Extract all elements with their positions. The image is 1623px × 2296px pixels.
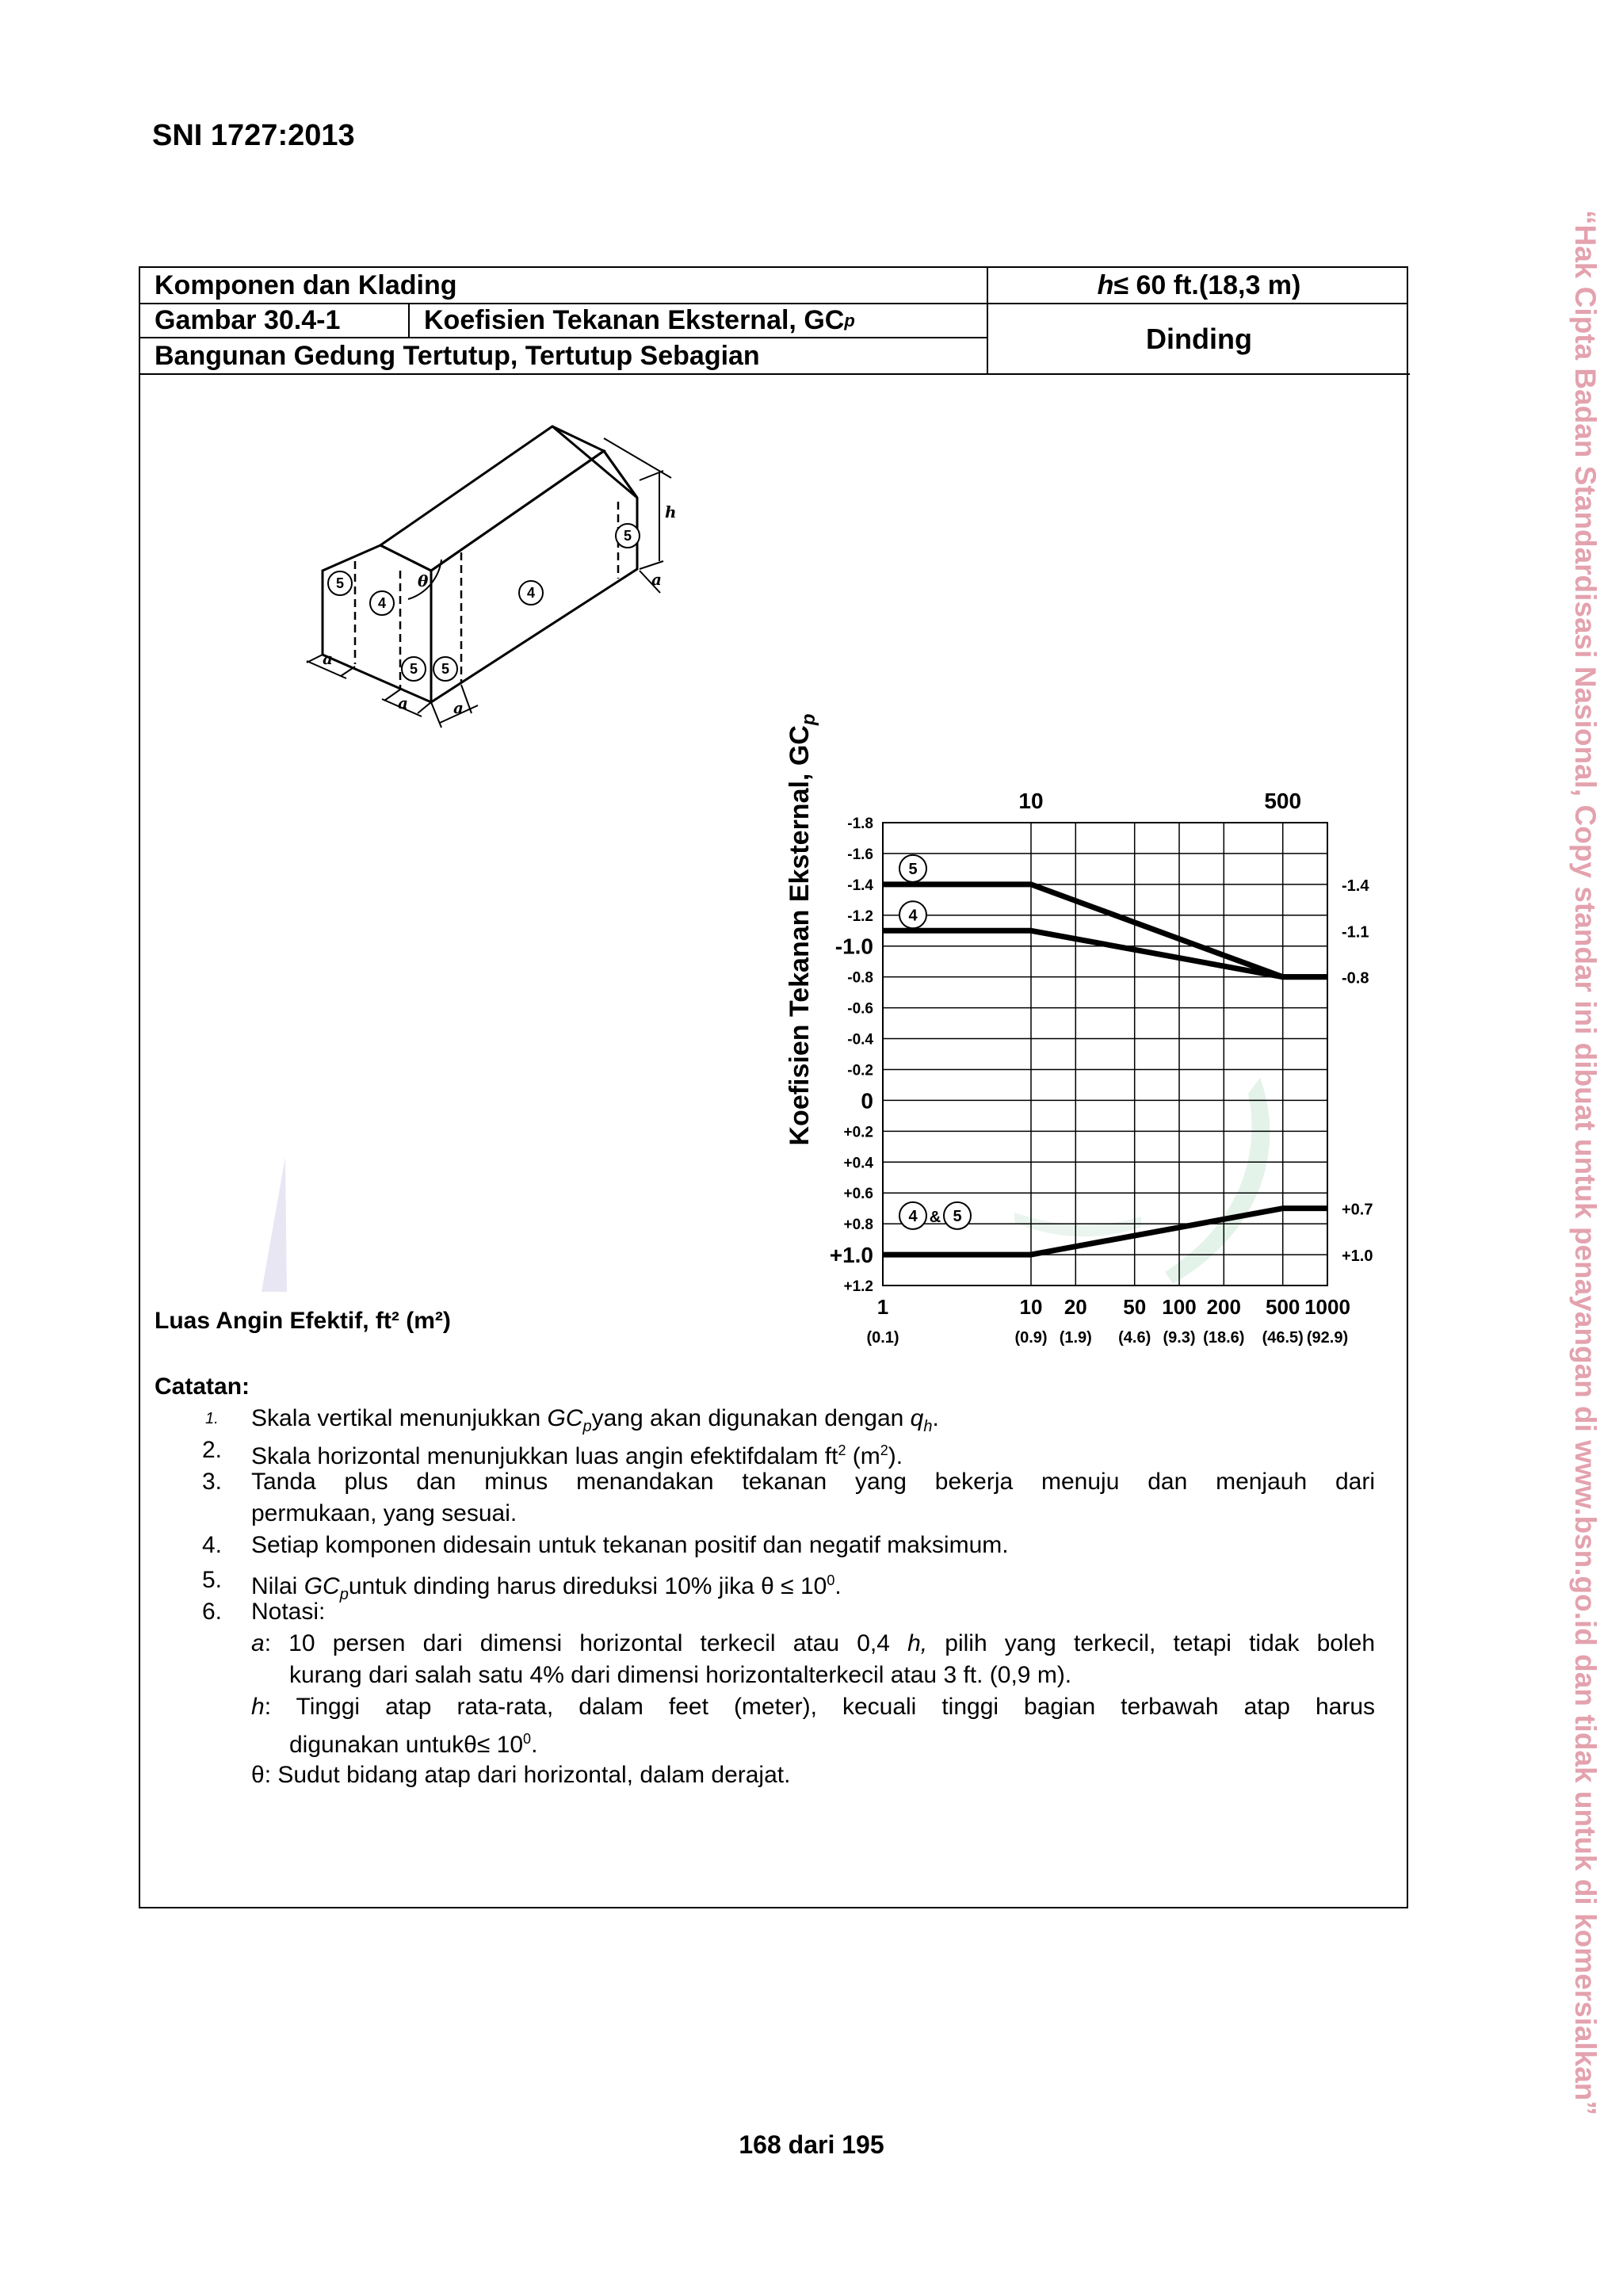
building-type: Bangunan Gedung Tertutup, Tertutup Sebagian [155,340,760,371]
note-4-number: 4. [202,1532,223,1558]
notation-h-key: h [251,1694,265,1720]
note-3-line-1: Tanda plus dan minus menandakan tekanan yang bekerja menuju dan menjauh dari [251,1469,1375,1495]
figure-title-sub: p [844,310,855,330]
notation-theta [251,1759,1377,1791]
chart-right-value-label: -1.4 [1342,877,1369,895]
chart-x-tick-sublabel: (9.3) [1163,1329,1196,1347]
xlabel-text: Luas Angin Efektif, ft² (m²) [155,1308,451,1334]
dim-a-corner-right: a [453,698,464,717]
chart-y-tick-label: -1.8 [847,816,873,832]
chart-x-tick-sublabel: (0.1) [866,1329,899,1347]
chart-top-tick-label: 10 [1018,789,1044,813]
note-5-gc: GC [304,1573,340,1599]
zone-cell [988,304,1410,375]
zone-4-label-long-wall: 4 [526,585,536,601]
zone-5-label-gable-left: 5 [335,575,345,591]
notation-h-line-1: : Tinggi atap rata-rata, dalam feet (meter), kecuali tinggi bagian terbawah atap harus [264,1694,1375,1720]
document-id: SNI 1727:2013 [152,119,355,152]
chart-x-tick-label: 1000 [1304,1295,1350,1319]
zone-5-label-corner-left: 5 [409,661,418,677]
note-5-end: . [834,1573,842,1599]
chart-x-tick-label: 200 [1206,1295,1241,1319]
chart-x-tick-label: 500 [1266,1295,1300,1319]
building-diagram [291,403,909,735]
copyright-watermark [1553,184,1617,2141]
chart-y-tick-label: +0.8 [843,1217,873,1234]
chart-labels [830,789,1373,1347]
chart-x-tick-sublabel: (1.9) [1059,1329,1092,1347]
height-limit-text: ≤ 60 ft.(18,3 m) [1113,269,1301,300]
notation-theta-key: θ [251,1762,265,1788]
ylabel-text: Koefisien Tekanan Eksternal, GC [785,725,815,1146]
notation-a-line-1a: : 10 persen dari dimensi horizontal terkecil atau 0,4 [264,1630,908,1656]
chart-x-tick-label: 100 [1162,1295,1197,1319]
zone-5-label-corner-right: 5 [441,661,450,677]
chart-x-tick-label: 1 [876,1295,889,1319]
figure-frame [139,266,1408,1908]
notation-theta-text: : Sudut bidang atap dari horizontal, dalam derajat. [264,1762,791,1788]
chart-x-tick-label: 50 [1123,1295,1147,1319]
zone-5-label-right-end: 5 [623,528,632,544]
note-1-gc: GC [547,1405,583,1431]
chart-y-tick-label: -1.6 [847,846,873,863]
theta-symbol: θ [418,571,429,590]
chart-series-marker-label: 5 [953,1207,962,1225]
note-1-end: . [932,1405,939,1431]
note-6-number: 6. [202,1599,223,1625]
height-symbol: h [1097,269,1114,300]
notation-h-line-2b: . [531,1732,538,1758]
notes-heading: Catatan: [155,1373,250,1400]
chart-x-axis-label [155,1308,451,1335]
chart-y-tick-label: +1.0 [829,1243,873,1268]
dim-a-gable: a [323,649,333,668]
ylabel-sub: p [798,713,819,726]
chart-right-value-label: -0.8 [1342,969,1369,988]
zone-4-label-gable: 4 [377,595,387,611]
header-divider-main [987,268,988,375]
note-1-text-a: Skala vertikal menunjukkan [251,1405,548,1431]
note-3-line-2: permukaan, yang sesuai. [251,1500,517,1526]
dim-a-right: a [651,570,662,589]
watermark-text: “Hak Cipta Badan Standardisasi Nasional, Copy standar ini dibuat untuk penayangan di www.bsn.go.id dan tidak untuk di komersialkan” [1569,209,1602,2116]
note-1-gc-sub: p [582,1418,592,1435]
header-divider-figure [408,304,410,338]
note-2-text-b: (m [846,1443,880,1469]
chart-x-tick-sublabel: (18.6) [1203,1329,1245,1347]
notation-h-line-2a: digunakan untukθ≤ 10 [289,1732,524,1758]
chart-y-tick-label: +0.2 [843,1124,873,1141]
chart-y-axis-label [785,714,819,1146]
page-number: 168 dari 195 [739,2130,884,2159]
chart-series-marker-label: 4 [908,1207,918,1225]
note-1-text-b: yang akan digunakan dengan [591,1405,911,1431]
note-2-sup-2: 2 [880,1442,888,1458]
chart-y-tick-label: -0.6 [847,1000,873,1018]
header-height-limit [988,268,1410,303]
chart-x-tick-sublabel: (0.9) [1014,1329,1048,1347]
chart-right-value-label: +1.0 [1342,1247,1373,1266]
chart-y-tick-label: 0 [861,1088,873,1114]
dim-a-corner-left: a [398,693,408,712]
chart-y-tick-label: +0.6 [843,1186,873,1203]
note-1-number: 1. [205,1410,219,1427]
chart-y-tick-label: -0.4 [847,1031,873,1049]
note-3-number: 3. [202,1469,223,1495]
chart-y-tick-label: -1.2 [847,907,873,925]
chart-series-marker-joiner: & [929,1208,941,1226]
chart-x-tick-label: 10 [1019,1295,1043,1319]
figure-number: Gambar 30.4-1 [155,305,341,335]
chart-top-tick-label: 500 [1264,789,1302,813]
note-2-number: 2. [202,1437,223,1463]
chart-right-value-label: -1.1 [1342,923,1369,942]
chart-y-tick-label: +0.4 [843,1155,873,1172]
note-1-q: q [910,1405,924,1431]
notation-h [251,1691,1377,1761]
chart-y-tick-label: -0.8 [847,969,873,987]
note-4-text: Setiap komponen didesain untuk tekanan positif dan negatif maksimum. [251,1532,1009,1558]
header-left-title: Komponen dan Klading [155,269,457,300]
note-5-gc-sub: p [339,1586,349,1603]
notation-a-h: h, [907,1630,928,1656]
notation-a [251,1628,1377,1691]
notation-a-key: a [251,1630,265,1656]
header-row-3 [140,338,988,375]
figure-title [410,304,988,337]
header-row-1 [140,268,1407,304]
chart-series-marker-label: 5 [908,860,918,878]
chart-y-tick-label: +1.2 [843,1278,873,1295]
note-2-sup-1: 2 [838,1442,846,1458]
figure-title-text: Koefisien Tekanan Eksternal, GC [424,305,845,335]
chart-series-marker-label: 4 [908,907,918,925]
chart-y-tick-label: -0.2 [847,1062,873,1079]
chart-y-tick-label: -1.4 [847,877,873,894]
note-5-text-a: Nilai [251,1573,304,1599]
chart-right-value-label: +0.7 [1342,1201,1373,1219]
note-5-number: 5. [202,1567,223,1593]
note-1-q-sub: h [923,1418,933,1435]
notation-a-line-1b: pilih yang terkecil, tetapi tidak boleh [927,1630,1376,1656]
notation-h-sup: 0 [523,1731,532,1747]
note-6-text: Notasi: [251,1599,326,1625]
roof-front-slope [380,426,604,571]
header-row-2 [140,304,988,338]
note-5-sup: 0 [827,1572,835,1588]
notation-a-line-2: kurang dari salah satu 4% dari dimensi horizontalterkecil atau 3 ft. (0,9 m). [289,1662,1072,1688]
note-2-text-a: Skala horizontal menunjukkan luas angin efektifdalam ft [251,1443,838,1469]
zone-label: Dinding [1146,322,1252,355]
chart-x-tick-sublabel: (92.9) [1306,1329,1349,1347]
chart-x-tick-sublabel: (4.6) [1118,1329,1151,1347]
chart-y-tick-label: -1.0 [834,934,873,959]
dim-h-label: h [665,502,677,521]
note-2-text-c: ). [888,1443,903,1469]
note-5-text-b: untuk dinding harus direduksi 10% jika θ ≤ 10 [348,1573,827,1599]
chart-x-tick-sublabel: (46.5) [1262,1329,1304,1347]
chart-x-tick-label: 20 [1064,1295,1087,1319]
